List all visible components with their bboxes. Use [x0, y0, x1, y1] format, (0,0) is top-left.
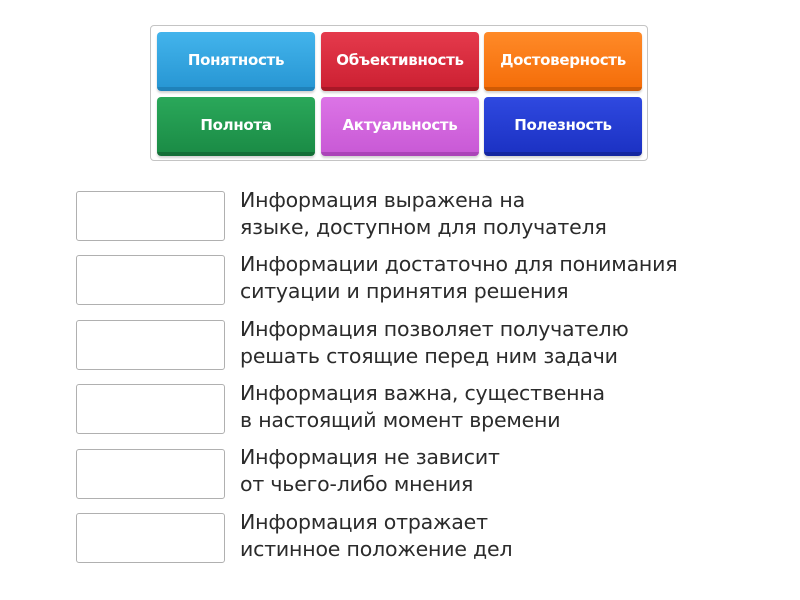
description-3 [240, 316, 780, 370]
description-6 [240, 509, 780, 563]
description-line: истинное положение дел [240, 537, 513, 561]
description-line: языке, доступном для получателя [240, 215, 607, 239]
tile-label: Объективность [336, 51, 464, 69]
description-line: Информация отражает [240, 510, 488, 534]
description-line: решать стоящие перед ним задачи [240, 344, 618, 368]
description-4 [240, 380, 780, 434]
tile-label: Достоверность [500, 51, 626, 69]
description-line: Информации достаточно для понимания [240, 252, 678, 276]
drop-slot-1[interactable] [76, 191, 225, 241]
tile-ponyatnost[interactable] [157, 32, 315, 91]
tile-obektivnost[interactable] [321, 32, 479, 91]
tile-label: Полезность [514, 116, 612, 134]
description-line: от чьего-либо мнения [240, 472, 474, 496]
tile-label: Понятность [187, 51, 285, 69]
description-line: Информация позволяет получателю [240, 317, 629, 341]
tile-dostovernost[interactable] [484, 32, 642, 91]
tile-label: Полнота [200, 116, 272, 134]
description-line: ситуации и принятия решения [240, 279, 569, 303]
description-2 [240, 251, 780, 305]
description-1 [240, 187, 780, 241]
tile-poleznost[interactable] [484, 97, 642, 156]
tile-polnota[interactable] [157, 97, 315, 156]
description-line: Информация важна, существенна [240, 381, 605, 405]
description-line: в настоящий момент времени [240, 408, 561, 432]
tile-label: Актуальность [342, 116, 458, 134]
drop-slot-6[interactable] [76, 513, 225, 563]
drop-slot-4[interactable] [76, 384, 225, 434]
tile-aktualnost[interactable] [321, 97, 479, 156]
drop-slot-5[interactable] [76, 449, 225, 499]
drop-slot-3[interactable] [76, 320, 225, 370]
description-line: Информация не зависит [240, 445, 500, 469]
description-5 [240, 444, 780, 498]
description-line: Информация выражена на [240, 188, 525, 212]
drop-slot-2[interactable] [76, 255, 225, 305]
